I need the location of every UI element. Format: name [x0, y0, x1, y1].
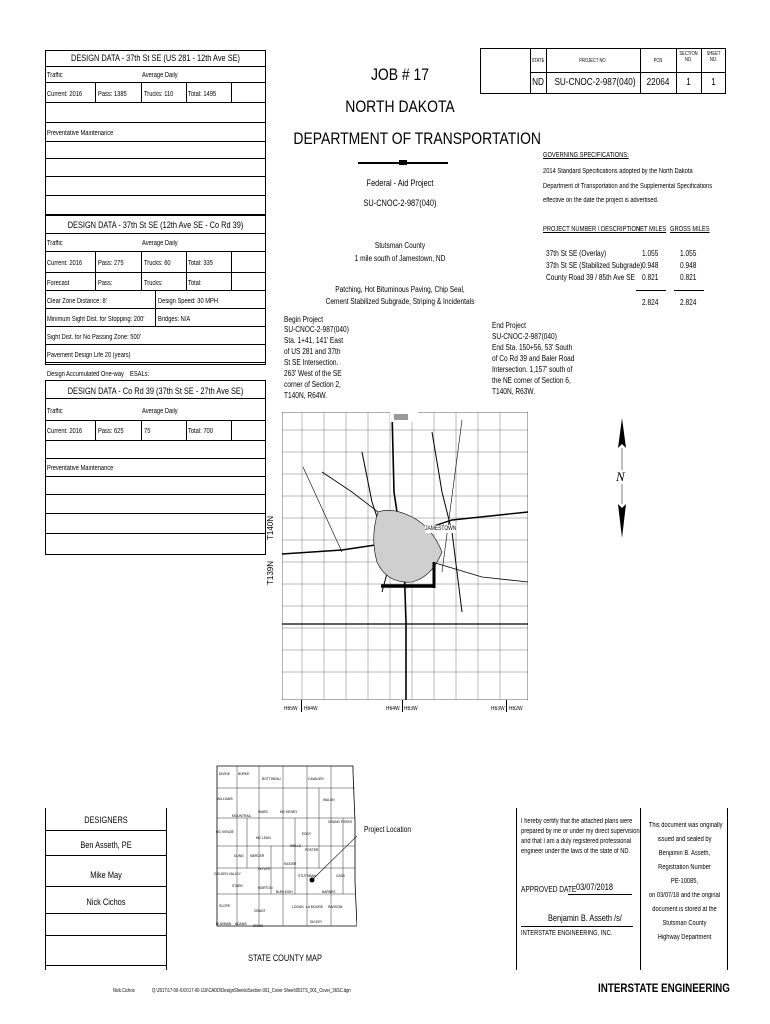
- project-number: SU-CNOC-2-987(040): [363, 198, 437, 208]
- callout-line: SU-CNOC-2-987(040): [284, 325, 349, 334]
- current-year: Current: 2016: [47, 91, 83, 98]
- county-label: SIOUX: [253, 923, 264, 928]
- bridges: Bridges: N/A: [158, 316, 191, 323]
- county-label: MC HENRY: [280, 809, 298, 814]
- county-label: LOGAN: [292, 904, 304, 909]
- approved-date-value: 03/07/2018: [576, 882, 613, 892]
- traffic-label: Traffic: [47, 408, 63, 415]
- federal-aid-project: Federal - Aid Project: [366, 178, 434, 188]
- specs-line-2: Department of Transportation and the Supplemental Specifications: [543, 183, 713, 190]
- pass-count: Pass: 275: [98, 260, 124, 267]
- range-label: R64W: [386, 706, 400, 712]
- callout-line: SU-CNOC-2-987(040): [492, 332, 557, 341]
- design-speed: Design Speed: 30 MPH: [158, 298, 218, 305]
- county-label: DICKEY: [310, 919, 323, 924]
- work-description-1: Patching, Hot Bituminous Paving, Chip Seal,: [335, 285, 465, 294]
- project-row-desc: County Road 39 / 85th Ave SE: [546, 273, 635, 282]
- project-location-label: Project Location: [364, 825, 412, 834]
- callout-line: Begin Project: [284, 315, 324, 324]
- projects-header-gross: GROSS MILES: [670, 226, 710, 233]
- pass-count: Pass: 1385: [98, 91, 127, 98]
- seal-note-line: document is stored at the: [652, 906, 717, 913]
- design-data-title-1: DESIGN DATA - 37th St SE (US 281 - 12th Ave SE): [71, 53, 240, 63]
- county-label: BURLEIGH: [276, 889, 293, 894]
- range-label: R62W: [509, 706, 523, 712]
- county-label: STUTSMAN: [298, 873, 317, 878]
- department-title: DEPARTMENT OF TRANSPORTATION: [293, 129, 542, 148]
- county-name: Stutsman County: [374, 241, 426, 250]
- traffic-label: Traffic: [47, 72, 63, 79]
- callout-line: 263' West of the SE: [284, 369, 342, 378]
- county-label: MERCER: [250, 853, 265, 858]
- specs-line-1: 2014 Standard Specifications adopted by the North Dakota: [543, 168, 693, 175]
- state-value: ND: [532, 77, 544, 88]
- pavement-life: Pavement Design Life 20 (years): [47, 352, 131, 359]
- traffic-label: Traffic: [47, 240, 63, 247]
- project-header: PROJECT NO.: [579, 58, 607, 64]
- county-label: MORTON: [258, 885, 273, 890]
- projects-header-desc: PROJECT NUMBER \ DESCRIPTION: [543, 226, 641, 233]
- cert-line: I hereby certify that the attached plans were: [521, 818, 633, 825]
- county-label: WELLS: [290, 843, 302, 848]
- seal-note-line: Highway Department: [657, 934, 712, 941]
- county-label: MC LEAN: [256, 835, 271, 840]
- approved-date-label: APPROVED DATE: [521, 885, 577, 894]
- project-row-desc: 37th St SE (Stabilized Subgrade): [546, 261, 643, 270]
- callout-line: T140N, R63W.: [492, 387, 536, 396]
- forecast-pass: Pass:: [98, 280, 113, 287]
- jamestown-label: JAMESTOWN: [425, 526, 457, 532]
- sheet-header: SHEET NO.: [706, 51, 721, 63]
- preventative-maintenance-1: Preventative Maintenance: [47, 130, 114, 137]
- county-label: WILLIAMS: [217, 796, 233, 801]
- cert-line: prepared by me or under my direct supervision: [521, 828, 640, 835]
- callout-line: End Sta. 150+56, 53' South: [492, 343, 573, 352]
- seal-note-line: PE-10085,: [670, 878, 699, 885]
- firm-name: INTERSTATE ENGINEERING, INC.: [521, 930, 613, 937]
- callout-line: Sta. 1+41, 141' East: [284, 336, 344, 345]
- county-label: BARNES: [322, 889, 336, 894]
- callout-line: of Co Rd 39 and Baler Road: [492, 354, 575, 363]
- forecast-label: Forecast: [47, 280, 70, 287]
- county-label: WARD: [258, 809, 268, 814]
- current-year: Current: 2016: [47, 260, 83, 267]
- avg-daily-label: Average Daily: [142, 408, 178, 415]
- county-label: RANSOM: [328, 904, 343, 909]
- seal-note-line: on 03/07/18 and the original: [648, 892, 721, 899]
- designers-box: [45, 808, 167, 970]
- callout-line: St SE Intersection.: [284, 358, 339, 367]
- footer-company: INTERSTATE ENGINEERING: [598, 981, 730, 995]
- cert-line: and that I am a duly registered professional: [521, 838, 632, 845]
- range-label: R63W: [404, 706, 418, 712]
- specs-line-3: effective on the date the project is advertised.: [543, 197, 659, 204]
- design-data-title-2: DESIGN DATA - 37th St SE (12th Ave SE - Co Rd 39): [67, 220, 244, 230]
- avg-daily-label: Average Daily: [142, 72, 178, 79]
- callout-line: the NE corner of Section 6,: [492, 376, 571, 385]
- county-label: BURKE: [238, 771, 250, 776]
- total-count: Total: 335: [188, 260, 213, 267]
- county-label: SLOPE: [219, 903, 230, 908]
- clear-zone: Clear Zone Distance: 8': [47, 298, 107, 305]
- project-location: 1 mile south of Jamestown, ND: [354, 254, 446, 263]
- project-row-gross: 1.055: [680, 249, 697, 258]
- county-label: CASS: [336, 873, 345, 878]
- work-description-2: Cement Stabilized Subgrade, Striping & Incidentals: [325, 297, 475, 306]
- trucks-count: Trucks: 110: [144, 91, 174, 98]
- forecast-trucks: Trucks:: [144, 280, 163, 287]
- pcn-header: PCN: [653, 58, 663, 64]
- county-label: MOUNTRAIL: [232, 813, 252, 818]
- section-value: 1: [686, 77, 691, 88]
- callout-line: End Project: [492, 321, 526, 330]
- seal-note-line: Benjamin B. Asseth,: [658, 850, 711, 857]
- projects-header-net: NET MILES: [636, 226, 667, 233]
- designer-name: Ben Asseth, PE: [80, 840, 132, 850]
- callout-line: of US 281 and 37th: [284, 347, 341, 356]
- footer-file-path: Q:\2017\17-00-XXX\17-00-116\CADD\DesignSheets\Section 001_Cover Sheet\001TS_001_Cover_36SC.dgn: [152, 988, 351, 994]
- county-label: GRAND FORKS: [328, 819, 353, 824]
- seal-note-line: Registration Number: [658, 864, 711, 871]
- total-count: Total: 700: [188, 428, 213, 435]
- range-label: R65W: [284, 706, 298, 712]
- seal-note-line: issued and sealed by: [657, 836, 712, 843]
- designer-name: Nick Cichos: [86, 897, 126, 907]
- trucks-count: Trucks: 60: [144, 260, 171, 267]
- vicinity-map: [282, 412, 528, 700]
- footer-user: Nick.Cichos: [113, 988, 135, 994]
- state-header: STATE: [531, 58, 545, 64]
- north-label: N: [616, 469, 625, 484]
- designer-name: Mike May: [90, 870, 122, 880]
- county-label: DIVIDE: [219, 771, 230, 776]
- avg-daily-label: Average Daily: [142, 240, 178, 247]
- trucks-count: 75: [144, 428, 151, 435]
- seal-note-line: This document was originally: [648, 822, 723, 829]
- current-year: Current: 2016: [47, 428, 83, 435]
- callout-line: corner of Section 2,: [284, 380, 341, 389]
- total-count: Total: 1495: [188, 91, 217, 98]
- project-row-net: 1.055: [642, 249, 659, 258]
- seal-note-line: Stutsman County: [662, 920, 707, 927]
- sheet-value: 1: [711, 77, 716, 88]
- county-label: GRANT: [254, 908, 266, 913]
- designers-heading: DESIGNERS: [84, 815, 128, 825]
- design-accum: Design Accumulated One-way: [47, 371, 124, 378]
- county-label: GOLDEN VALLEY: [214, 871, 241, 876]
- job-number: JOB # 17: [370, 65, 430, 84]
- project-row-net: 0.821: [642, 273, 659, 282]
- county-label: CAVALIER: [308, 776, 324, 781]
- total-gross-miles: 2.824: [680, 298, 697, 307]
- specs-heading: GOVERNING SPECIFICATIONS:: [543, 152, 629, 159]
- min-sight-distance: Minimum Sight Dist. for Stopping: 200': [47, 316, 145, 323]
- county-label: BOTTINEAU: [262, 776, 281, 781]
- state-title: NORTH DAKOTA: [345, 97, 455, 116]
- county-label: DUNN: [234, 853, 244, 858]
- callout-line: T140N, R64W.: [284, 391, 328, 400]
- state-county-map-title: STATE COUNTY MAP: [248, 953, 322, 963]
- county-label: ADAMS: [235, 921, 247, 926]
- range-label: R63W: [491, 706, 505, 712]
- pass-count: Pass: 625: [98, 428, 124, 435]
- cert-line: engineer under the laws of the state of ND.: [521, 848, 631, 855]
- county-label: EDDY: [302, 831, 312, 836]
- no-passing-sight: Sight Dist. for No Passing Zone: 500': [47, 334, 141, 341]
- forecast-total: Total:: [188, 280, 202, 287]
- project-row-gross: 0.821: [680, 273, 697, 282]
- preventative-maintenance-2: Preventative Maintenance: [47, 465, 114, 472]
- county-label: KIDDER: [284, 861, 297, 866]
- county-label: STARK: [232, 883, 243, 888]
- project-value: SU-CNOC-2-987(040): [554, 77, 636, 88]
- project-row-gross: 0.948: [680, 261, 697, 270]
- total-net-miles: 2.824: [642, 298, 659, 307]
- county-label: OLIVER: [258, 866, 271, 871]
- section-header: SECTION NO.: [679, 51, 698, 63]
- project-row-net: 0.948: [642, 261, 659, 270]
- county-label: MC KENZIE: [216, 829, 234, 834]
- esals: ESALs:: [130, 371, 150, 378]
- county-label: FOSTER: [305, 847, 319, 852]
- county-label: LA MOURE: [306, 904, 323, 909]
- range-label: R64W: [304, 706, 318, 712]
- project-row-desc: 37th St SE (Overlay): [546, 249, 607, 258]
- county-label: BOWMAN: [216, 921, 232, 926]
- signer-name: Benjamin B. Asseth /s/: [548, 913, 622, 923]
- county-label: WALSH: [323, 797, 335, 802]
- pcn-value: 22064: [646, 77, 670, 88]
- t140n-label: T140N: [266, 515, 275, 540]
- t139n-label: T139N: [266, 560, 275, 585]
- callout-line: Intersection. 1,157' south of: [492, 365, 573, 374]
- design-data-title-3: DESIGN DATA - Co Rd 39 (37th St SE - 27th Ave SE): [67, 386, 244, 396]
